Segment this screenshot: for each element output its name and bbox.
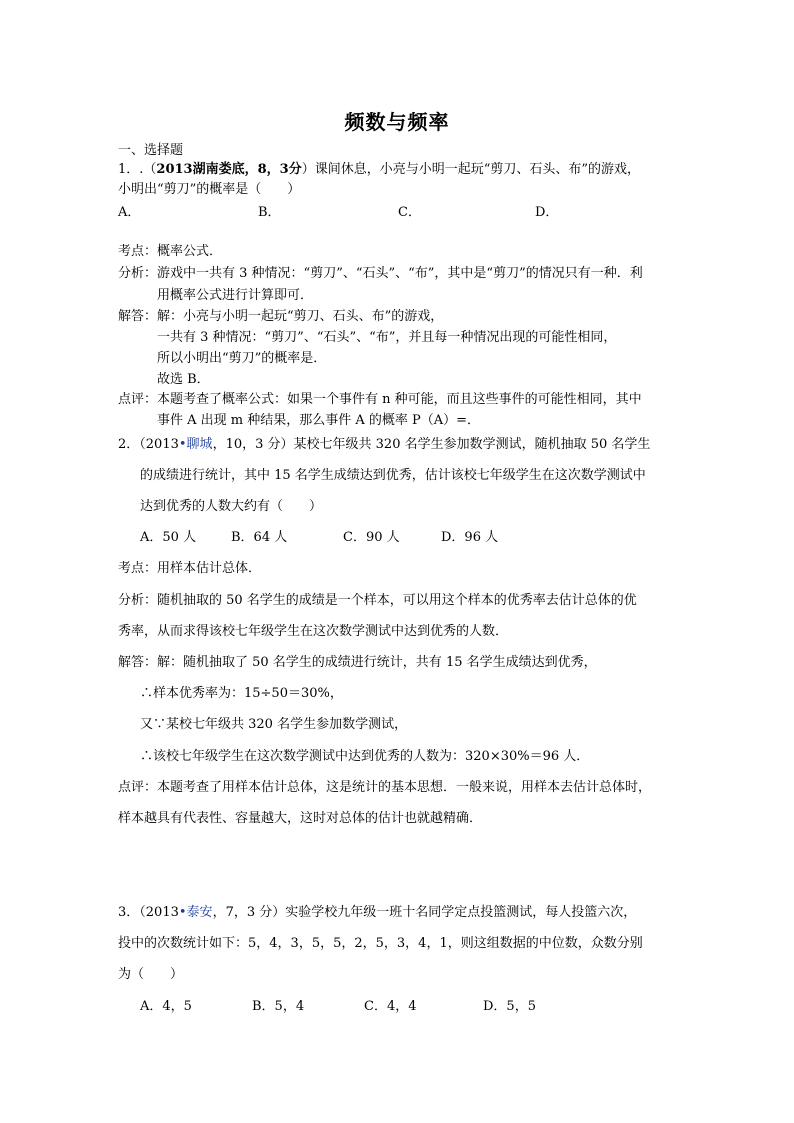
- section-heading: 一、选择题: [118, 143, 184, 158]
- q2-dot: •: [178, 437, 187, 452]
- q1-option-c: C．: [398, 205, 421, 220]
- q2-dianping-line2: 样本越具有代表性、容量越大，这时对总体的估计也就越精确．: [118, 811, 483, 826]
- q3-year: 2013: [145, 905, 179, 920]
- q1-stem-line2: 小明出“剪刀”的概率是（ ）: [118, 182, 301, 197]
- q1-option-b: B．: [258, 205, 281, 220]
- q1-suffix: ）: [301, 162, 315, 177]
- q2-meta: ，10，3 分）: [212, 437, 294, 452]
- q1-option-a: A．: [118, 205, 141, 220]
- q1-option-d: D．: [535, 205, 559, 220]
- q1-jieda-line2: 一共有 3 种情况：“剪刀”、“石头”、“布”，并且每一种情况出现的可能性相同，: [157, 330, 617, 345]
- q1-jieda-label: 解答：: [118, 309, 158, 324]
- q1-jieda: [118, 309, 443, 325]
- q2-stem-line1: [118, 437, 650, 453]
- q3-meta: ，7，3 分）: [212, 905, 286, 920]
- q3-number: 3．（: [118, 905, 146, 920]
- q1-dianping-label: 点评：: [118, 392, 158, 407]
- q2-stem-line3: 达到优秀的人数大约有（ ）: [140, 499, 323, 514]
- q1-jieda-text1: 解：小亮与小明一起玩“剪刀、石头、布”的游戏，: [157, 309, 444, 324]
- q1-fenxi: [118, 266, 643, 282]
- page-title: 频数与频率: [344, 110, 450, 134]
- q2-stem-text1: 某校七年级共 320 名学生参加数学测试，随机抽取 50 名学生: [293, 437, 651, 452]
- q1-fenxi-text1: 游戏中一共有 3 种情况：“剪刀”、“石头”、“布”，其中是“剪刀”的情况只有一种．利: [157, 266, 643, 281]
- q2-option-d: D．96 人: [441, 530, 499, 545]
- q2-jieda-line4: ∴该校七年级学生在这次数学测试中达到优秀的人数为：320×30%＝96 人．: [140, 749, 590, 764]
- q2-jieda-line3: 又∵某校七年级共 320 名学生参加数学测试，: [140, 717, 408, 732]
- q3-option-b: B．5，4: [252, 999, 305, 1014]
- q1-fenxi-label: 分析：: [118, 266, 158, 281]
- q2-stem-line2: 的成绩进行统计，其中 15 名学生成绩达到优秀，估计该校七年级学生在这次数学测试中: [140, 468, 646, 483]
- q1-dianping-text1: 本题考查了概率公式：如果一个事件有 n 种可能，而且这些事件的可能性相同，其中: [157, 392, 642, 407]
- q3-stem-line2: 投中的次数统计如下：5，4，3，5，5，2，5，3，4，1，则这组数据的中位数，众数分别: [118, 936, 643, 951]
- q2-option-c: C．90 人: [343, 530, 400, 545]
- q3-stem-text1: 实验学校九年级一班十名同学定点投篮测试，每人投篮六次，: [285, 905, 637, 920]
- q1-source: 2013湖南娄底，8，3分: [156, 162, 302, 177]
- q1-jieda-line3: 所以小明出“剪刀”的概率是．: [157, 351, 327, 366]
- q2-option-b: B．64 人: [231, 530, 288, 545]
- q3-stem-line3: 为（ ）: [118, 967, 184, 982]
- q1-kaodian: [118, 244, 222, 260]
- q2-jieda-line2: ∴样本优秀率为：15÷50＝30%，: [140, 686, 343, 701]
- q1-dianping: [118, 392, 642, 408]
- q2-dianping-line1: 点评：本题考查了用样本估计总体，这是统计的基本思想．一般来说，用样本去估计总体时，: [118, 780, 652, 795]
- q2-fenxi-line1: 分析：随机抽取的 50 名学生的成绩是一个样本，可以用这个样本的优秀率去估计总体的优: [118, 593, 637, 608]
- q3-option-d: D．5，5: [483, 999, 536, 1014]
- q1-prefix: .（: [139, 162, 157, 177]
- q1-stem-text1: 课间休息，小亮与小明一起玩“剪刀、石头、布”的游戏，: [314, 162, 641, 177]
- q1-dianping-line2: 事件 A 出现 m 种结果，那么事件 A 的概率 P（A）=．: [157, 413, 481, 428]
- q2-kaodian: 考点：用样本估计总体．: [118, 561, 262, 576]
- q3-city: 泰安: [186, 905, 213, 920]
- q1-kaodian-label: 考点：: [118, 244, 158, 259]
- q3-dot: •: [178, 905, 187, 920]
- q2-city: 聊城: [186, 437, 213, 452]
- q1-number: 1．: [118, 162, 140, 177]
- q1-fenxi-line2: 用概率公式进行计算即可．: [157, 288, 314, 303]
- q2-number: 2．（: [118, 437, 146, 452]
- q3-option-c: C．4，4: [364, 999, 417, 1014]
- q3-stem-line1: [118, 905, 636, 921]
- q1-stem-line1: [118, 162, 640, 178]
- q1-jieda-line4: 故选 B．: [157, 372, 210, 387]
- q2-jieda-line1: 解答：解：随机抽取了 50 名学生的成绩进行统计，共有 15 名学生成绩达到优秀，: [118, 655, 597, 670]
- q2-option-a: A．50 人: [140, 530, 197, 545]
- q3-option-a: A．4，5: [140, 999, 192, 1014]
- q1-kaodian-text: 概率公式．: [157, 244, 223, 259]
- q2-year: 2013: [145, 437, 179, 452]
- q2-fenxi-line2: 秀率，从而求得该校七年级学生在这次数学测试中达到优秀的人数．: [118, 624, 509, 639]
